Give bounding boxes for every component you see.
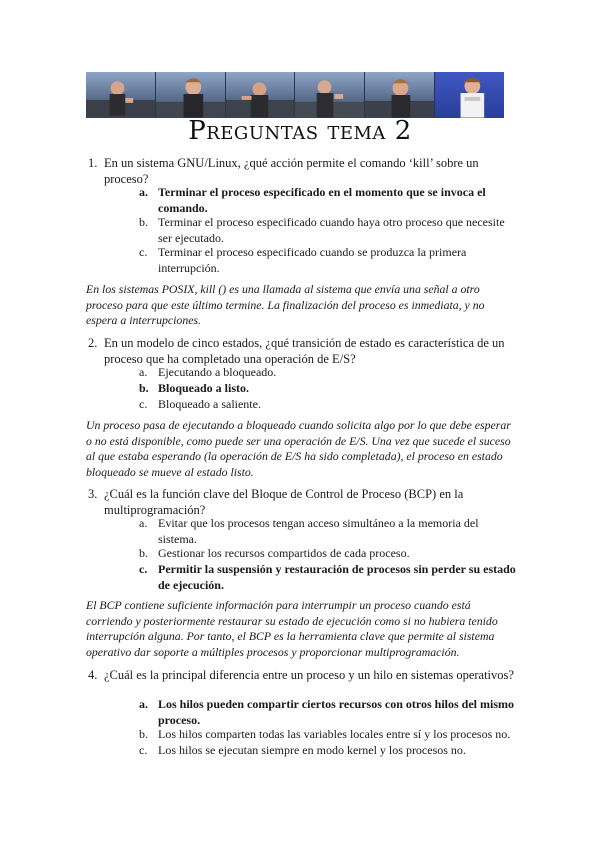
option-label: b.: [139, 727, 148, 741]
option-text: Gestionar los recursos compartidos de cada proceso.: [158, 546, 410, 560]
question-3-option-c: [139, 562, 518, 593]
video-frames-banner: [86, 72, 504, 118]
option-text: Los hilos comparten todas las variables locales entre sí y los procesos no.: [158, 727, 511, 741]
option-label: b.: [139, 381, 149, 395]
banner-frame-3: [226, 72, 296, 118]
question-4-option-c: [139, 743, 518, 759]
question-1-option-a: [139, 185, 518, 216]
banner-frame-4: [295, 72, 365, 118]
question-text: En un sistema GNU/Linux, ¿qué acción permite el comando ‘kill’ sobre un proceso?: [104, 156, 479, 186]
option-label: a.: [139, 185, 148, 199]
question-number: 3.: [88, 487, 98, 501]
option-text: Terminar el proceso especificado en el momento que se invoca el comando.: [158, 185, 486, 215]
option-text: Bloqueado a saliente.: [158, 397, 261, 411]
question-3-explanation: El BCP contiene suficiente información para interrumpir un proceso cuando está corriendo y posteriormente restaurar su estado de ejecución como si no hubiera tenido interrupción alguna. Por tanto, el BCP es la herramienta clave que permite al sistema operativo dar soporte a múltiples procesos y proporcionar multiprogramación.: [86, 598, 498, 660]
question-2-option-c: [139, 397, 518, 413]
question-number: 2.: [88, 336, 98, 350]
option-text: Permitir la suspensión y restauración de procesos sin perder su estado de ejecución.: [158, 562, 516, 592]
question-1-explanation: En los sistemas POSIX, kill () es una llamada al sistema que envía una señal a otro proceso para que este último termine. La finalización del proceso es inmediata, y no espera a interrupciones.: [86, 282, 485, 328]
banner-frame-1: [86, 72, 156, 118]
option-label: b.: [139, 215, 148, 229]
page-title: Preguntas tema 2: [188, 116, 412, 146]
option-label: a.: [139, 697, 148, 711]
question-2-explanation: Un proceso pasa de ejecutando a bloqueado cuando solicita algo por lo que debe esperar o no está disponible, como puede ser una operación de E/S. Una vez que sucede el suceso al que estaba esperando (la operación de E/S ha sido completada), el proceso en estado bloqueado se mueve al estado listo.: [86, 418, 511, 480]
question-4-option-a: [139, 697, 518, 728]
question-number: 1.: [88, 156, 98, 170]
option-text: Los hilos pueden compartir ciertos recursos con otros hilos del mismo proceso.: [158, 697, 514, 727]
question-text: ¿Cuál es la principal diferencia entre un proceso y un hilo en sistemas operativos?: [104, 668, 514, 682]
question-3-option-a: [139, 516, 518, 547]
banner-frame-5: [365, 72, 435, 118]
question-2-option-a: [139, 365, 518, 381]
option-text: Evitar que los procesos tengan acceso simultáneo a la memoria del sistema.: [158, 516, 479, 546]
option-text: Terminar el proceso especificado cuando haya otro proceso que necesite ser ejecutado.: [158, 215, 505, 245]
question-text: En un modelo de cinco estados, ¿qué transición de estado es característica de un proceso que ha completado una operación de E/S?: [104, 336, 505, 366]
option-text: Bloqueado a listo.: [158, 381, 250, 395]
question-3: [88, 486, 524, 518]
question-1-option-c: [139, 245, 518, 276]
option-label: c.: [139, 397, 148, 411]
option-text: Los hilos se ejecutan siempre en modo kernel y los procesos no.: [158, 743, 466, 757]
question-2-option-b: [139, 381, 518, 397]
question-2: [88, 335, 524, 367]
option-label: c.: [139, 245, 148, 259]
option-label: a.: [139, 516, 148, 530]
option-label: b.: [139, 546, 148, 560]
question-1: [88, 155, 524, 187]
question-number: 4.: [88, 668, 98, 682]
option-label: c.: [139, 562, 148, 576]
option-label: c.: [139, 743, 148, 757]
option-text: Terminar el proceso especificado cuando se produzca la primera interrupción.: [158, 245, 467, 275]
question-4-option-b: [139, 727, 518, 743]
question-1-option-b: [139, 215, 518, 246]
question-text: ¿Cuál es la función clave del Bloque de Control de Proceso (BCP) en la multiprogramación?: [104, 487, 464, 517]
question-4: [88, 667, 524, 683]
question-3-option-b: [139, 546, 518, 562]
banner-frame-2: [156, 72, 226, 118]
option-text: Ejecutando a bloqueado.: [158, 365, 277, 379]
option-label: a.: [139, 365, 148, 379]
banner-frame-6: [435, 72, 504, 118]
